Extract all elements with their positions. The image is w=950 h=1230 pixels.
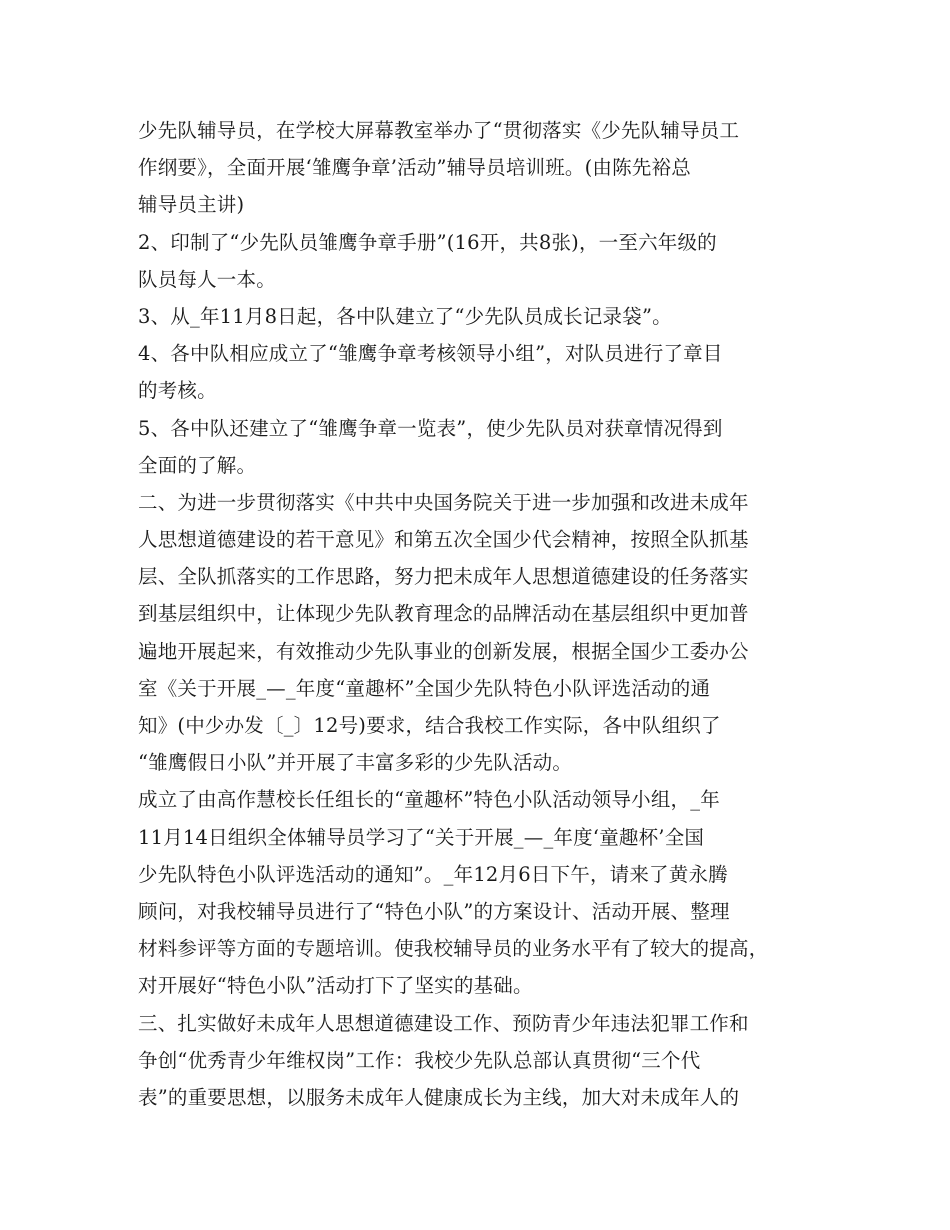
text-line: 作纲要》，全面开展‘雏鹰争章’活动”辅导员培训班。(由陈先裕总 [138,156,691,180]
text-line: 队员每人一本。 [138,267,276,291]
text-line: 二、为进一步贯彻落实《中共中央国务院关于进一步加强和改进未成年 [138,490,749,514]
text-line: 争创“优秀青少年维权岗”工作：我校少先队总部认真贯彻“三个代 [138,1048,701,1072]
text-line: 的考核。 [138,379,217,403]
text-line: 表”的重要思想，以服务未成年人健康成长为主线，加大对未成年人的 [138,1085,740,1109]
text-line: 知》(中少办发〔_〕12号)要求，结合我校工作实际，各中队组织了 [138,714,721,737]
text-line: 3、从_年11月8日起，各中队建立了“少先队员成长记录袋”。 [138,304,672,328]
text-line: 对开展好“特色小队”活动打下了坚实的基础。 [138,974,533,998]
text-line: 4、各中队相应成立了“雏鹰争章考核领导小组”，对队员进行了章目 [138,342,723,366]
text-line: 少先队辅导员，在学校大屏幕教室举办了“贯彻落实《少先队辅导员工 [138,119,740,142]
text-line: 三、扎实做好未成年人思想道德建设工作、预防青少年违法犯罪工作和 [138,1011,749,1035]
text-line: 室《关于开展_—_年度“童趣杯”全国少先队特色小队评选活动的通 [138,676,711,700]
text-line: 层、全队抓落实的工作思路，努力把未成年人思想道德建设的任务落实 [138,565,749,589]
text-line: 人思想道德建设的若干意见》和第五次全国少代会精神，按照全队抓基 [138,528,749,552]
document-body [138,112,818,1116]
text-line: 全面的了解。 [138,453,257,477]
text-line: 成立了由高作慧校长任组长的“童趣杯”特色小队活动领导小组，_年 [138,788,720,812]
text-line: 到基层组织中，让体现少先队教育理念的品牌活动在基层组织中更加普 [138,602,749,626]
text-line: 5、各中队还建立了“雏鹰争章一览表”，使少先队员对获章情况得到 [138,416,723,440]
text-line: 11月14日组织全体辅导员学习了“关于开展_—_年度‘童趣杯’全国 [138,825,705,849]
text-line: 顾问，对我校辅导员进行了“特色小队”的方案设计、活动开展、整理 [138,899,730,923]
text-line: 少先队特色小队评选活动的通知”。_年12月6日下午，请来了黄永腾 [138,862,728,886]
text-line: “雏鹰假日小队”并开展了丰富多彩的少先队活动。 [138,751,573,775]
text-line: 遍地开展起来，有效推动少先队事业的创新发展，根据全国少工委办公 [138,639,749,663]
text-line: 材料参评等方面的专题培训。使我校辅导员的业务水平有了较大的提高， [138,937,769,961]
text-line: 2、印制了“少先队员雏鹰争章手册”(16开，共8张)，一至六年级的 [138,230,717,254]
text-line: 辅导员主讲) [138,193,245,217]
